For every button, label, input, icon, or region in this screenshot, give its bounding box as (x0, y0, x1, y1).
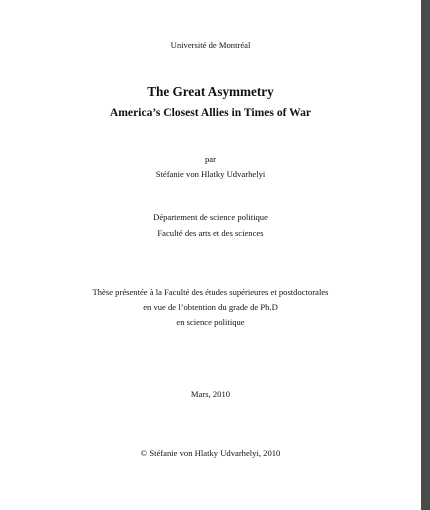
thesis-subtitle: America’s Closest Allies in Times of War (109, 106, 312, 119)
faculty-name: Faculté des arts et des sciences (157, 228, 264, 238)
thesis-statement-line-1: Thèse présentée à la Faculté des études supérieures et postdoctorales (92, 287, 329, 297)
university-name: Université de Montréal (170, 40, 251, 50)
by-label: par (205, 154, 216, 164)
submission-date: Mars, 2010 (190, 389, 231, 399)
author-name: Stéfanie von Hlatky Udvarhelyi (155, 169, 266, 179)
department-name: Département de science politique (153, 212, 268, 222)
thesis-statement-line-2: en vue de l’obtention du grade de Ph.D (143, 302, 278, 312)
copyright-notice: © Stéfanie von Hlatky Udvarhelyi, 2010 (140, 448, 281, 458)
thesis-title: The Great Asymmetry (147, 84, 274, 99)
thesis-statement-line-3: en science politique (176, 317, 245, 327)
scrollbar[interactable] (421, 0, 430, 510)
